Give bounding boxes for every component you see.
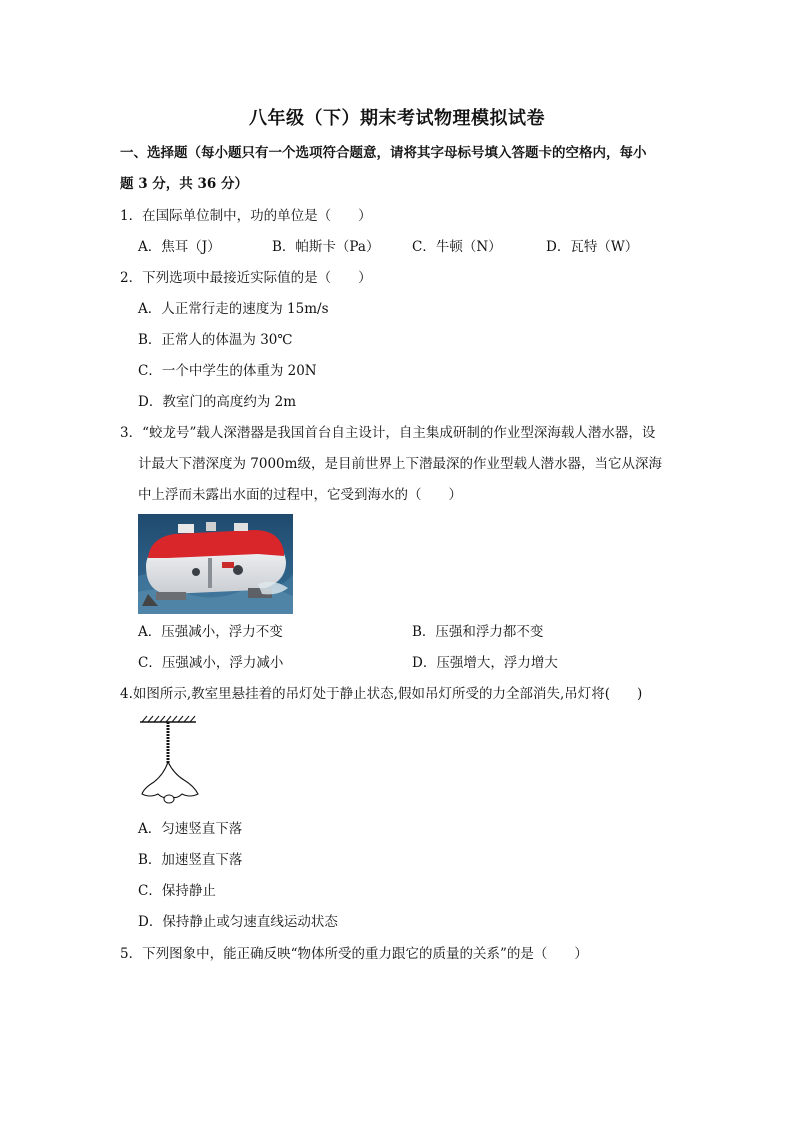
question-5-stem: 5．下列图象中，能正确反映“物体所受的重力跟它的质量的关系”的是（ ） xyxy=(120,946,588,962)
question-2-option-a: A．人正常行走的速度为 15m/s xyxy=(138,301,329,317)
question-3-option-b: B．压强和浮力都不变 xyxy=(412,624,544,640)
question-1-option-a: A．焦耳（J） xyxy=(138,239,221,255)
question-3-line-2: 计最大下潜深度为 7000m级，是目前世界上下潜最深的作业型载人潜水器，当它从深海 xyxy=(138,456,662,472)
question-4-option-c: C．保持静止 xyxy=(138,883,216,899)
question-3-option-a: A．压强减小，浮力不变 xyxy=(138,624,283,640)
question-2-option-d: D．教室门的高度约为 2m xyxy=(138,394,297,410)
question-4-option-b: B．加速竖直下落 xyxy=(138,852,243,868)
hanging-lamp-figure xyxy=(136,712,212,808)
question-2-stem: 2．下列选项中最接近实际值的是（ ） xyxy=(120,270,372,286)
section-heading-line-2: 题 3 分，共 36 分） xyxy=(120,176,248,192)
question-4-option-d: D．保持静止或匀速直线运动状态 xyxy=(138,914,338,930)
question-1-option-b: B．帕斯卡（Pa） xyxy=(272,239,380,255)
question-2-option-c: C．一个中学生的体重为 20N xyxy=(138,363,317,379)
question-1-stem: 1．在国际单位制中，功的单位是（ ） xyxy=(120,208,372,224)
question-1-option-d: D．瓦特（W） xyxy=(546,239,639,255)
question-4-option-a: A．匀速竖直下落 xyxy=(138,821,243,837)
submersible-photo xyxy=(138,514,293,614)
question-4-stem: 4.如图所示,教室里悬挂着的吊灯处于静止状态,假如吊灯所受的力全部消失,吊灯将( ) xyxy=(120,686,643,702)
question-3-option-d: D．压强增大，浮力增大 xyxy=(412,655,558,671)
section-heading-line-1: 一、选择题（每小题只有一个选项符合题意，请将其字母标号填入答题卡的空格内，每小 xyxy=(120,145,647,161)
question-3-line-1: 3．“蛟龙号”载人深潜器是我国首台自主设计，自主集成研制的作业型深海载人潜水器，设 xyxy=(120,425,656,441)
question-3-option-c: C．压强减小，浮力减小 xyxy=(138,655,284,671)
page-title: 八年级（下）期末考试物理模拟试卷 xyxy=(249,108,545,129)
question-3-line-3: 中上浮而未露出水面的过程中，它受到海水的（ ） xyxy=(138,487,462,503)
section-heading xyxy=(120,138,680,200)
submersible-illustration xyxy=(138,514,293,614)
question-1-option-c: C．牛顿（N） xyxy=(412,239,502,255)
question-3-stem xyxy=(120,418,662,511)
hanging-lamp-diagram xyxy=(136,712,212,808)
question-2-option-b: B．正常人的体温为 30℃ xyxy=(138,332,293,348)
